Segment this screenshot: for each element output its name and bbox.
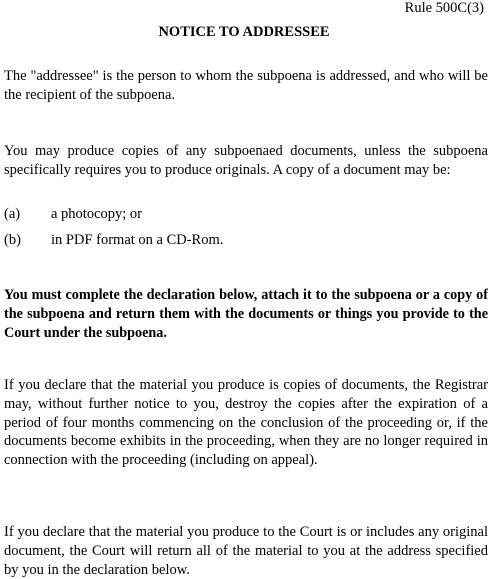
list-item-label: (a) <box>4 206 21 222</box>
page-title: NOTICE TO ADDRESSEE <box>158 24 330 40</box>
list-item-label: (b) <box>4 232 21 248</box>
list-item <box>4 205 488 223</box>
original-return-paragraph: If you declare that the material you produce to the Court is or includes any original document, the Court will return all of the material to you at the address specified by you in the declaration below. <box>4 524 488 578</box>
list-item-text: a photocopy; or <box>51 206 143 222</box>
copies-paragraph: You may produce copies of any subpoenaed documents, unless the subpoena specifically requires you to produce originals. A copy of a document may be: <box>4 143 488 178</box>
addressee-definition-paragraph: The "addressee" is the person to whom the subpoena is addressed, and who will be the recipient of the subpoena. <box>4 68 488 103</box>
declaration-instruction-paragraph: You must complete the declaration below, attach it to the subpoena or a copy of the subpoena and return them with the documents or things you provide to the Court under the subpoena. <box>4 287 488 341</box>
list-item-text: in PDF format on a CD-Rom. <box>51 232 224 248</box>
rule-reference: Rule 500C(3) <box>404 0 484 16</box>
list-item <box>4 231 488 249</box>
copies-destruction-paragraph: If you declare that the material you produce is copies of documents, the Registrar may, without further notice to you, destroy the copies after the expiration of a period of four months commencing on the conclusion of the proceeding or, if the documents become exhibits in the proceeding, when they are no longer required in connection with the proceeding (including on appeal). <box>4 377 488 469</box>
